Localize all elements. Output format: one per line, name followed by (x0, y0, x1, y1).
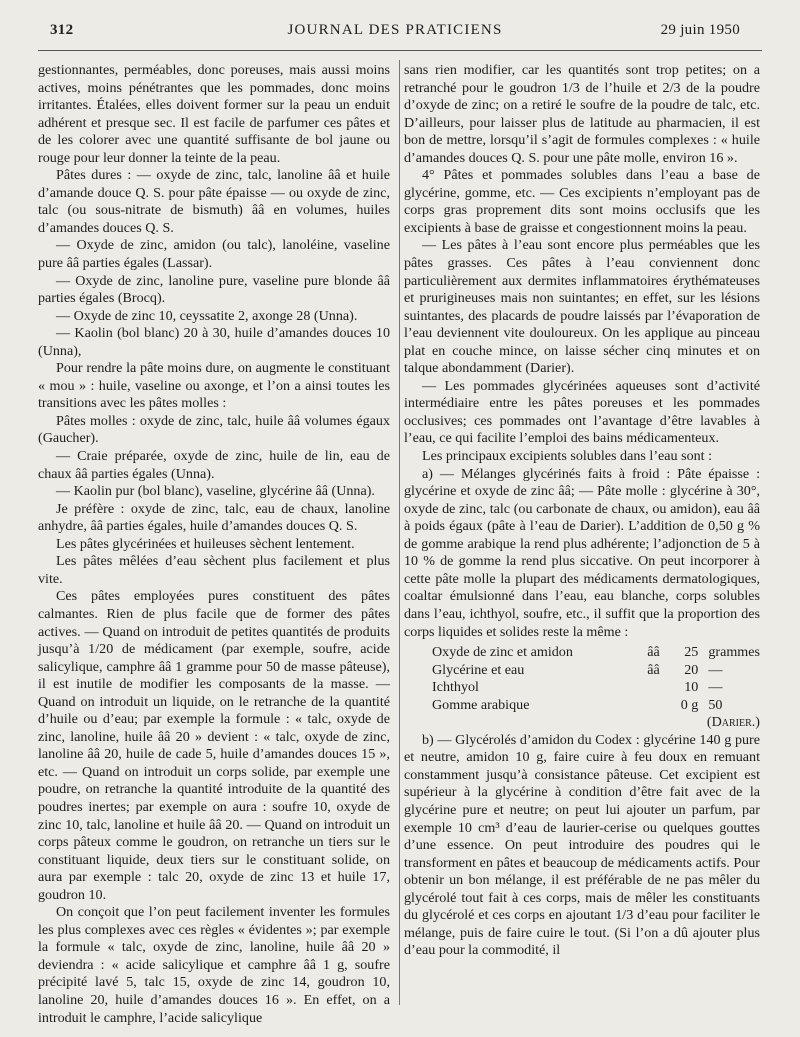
paragraph: b) — Glycérolés d’amidon du Codex : glycérine 140 g pure et neutre, amidon 10 g, faire cuire à feu doux en remuant constamment jusqu’à consistance pâteuse. Cet excipient est supérieur à la glycérine à condition d’être fait avec de la glycérine pure et neutre; on peut lui ajouter un parfum, par exemple 10 cm³ d’eau de laurier-cerise ou quelques gouttes d’une essence. On peut introduire des poudres qui le transforment en pâtes et beaucoup de médicaments actifs. Pour obtenir un bon mélange, il est préférable de ne pas mêler du glycérolé tout fait à ces corps, mais de mêler les constituants du glycérolé et ces corps en ajoutant 1/3 d’eau pour faciliter le mélange, puis de faire cuire le tout. (Si l’on a dû ajouter plus d’eau pour la commodité, il (404, 731, 760, 959)
paragraph: Les pâtes mêlées d’eau sèchent plus facilement et plus vite. (38, 553, 390, 587)
paragraph: — Oxyde de zinc, lanoline pure, vaseline pure blonde ââ parties égales (Brocq). (38, 272, 390, 307)
recipe-qty: 10 (684, 679, 699, 696)
paragraph: Pâtes molles : oxyde de zinc, talc, huile ââ volumes égaux (Gaucher). (38, 412, 390, 447)
recipe-signature: (Darier.) (706, 714, 760, 731)
recipe-table (422, 644, 760, 714)
paragraph: — Oxyde de zinc 10, ceyssatite 2, axonge 28 (Unna). (56, 307, 358, 324)
header-rule (38, 50, 762, 51)
page-header (50, 22, 740, 46)
recipe-qty: 25 (684, 644, 699, 661)
paragraph: On conçoit que l’on peut facilement inventer les formules les plus complexes avec ces règles « évidentes »; par exemple la formule « talc, oxyde de zinc, lanoline, huile ââ 20 » deviendra : « acide salicylique et camphre ââ 1 g, soufre précipité lavé 5, talc 15, oxyde de zinc 14, goudron 10, lanoline 20, huile d’amandes douces 16 ». En effet, on a introduit le camphre, l’acide salicylique (38, 904, 390, 1026)
recipe-name: Gomme arabique (432, 696, 530, 713)
paragraph: — Kaolin (bol blanc) 20 à 30, huile d’amandes douces 10 (Unna), (38, 325, 390, 359)
paragraph: — Les pâtes à l’eau sont encore plus perméables que les pâtes grasses. Ces pâtes à l’eau conviennent donc particulièrement aux dermites inflammatoires érythémateuses et prurigineuses mais non suintantes; en effet, sur les lésions suintantes, des placards de poudre laissés par l’évaporation de l’eau deviennent vite douloureux. On les applique au pinceau plat en couche mince, on laisse sécher cinq minutes et on talque abondamment (Darier). (404, 237, 760, 377)
recipe-aa: ââ (647, 644, 660, 661)
paragraph: Ces pâtes employées pures constituent des pâtes calmantes. Rien de plus facile que de former des pâtes actives. — Quand on introduit de petites quantités de produits jusqu’à 1/20 de médicament (par exemple, soufre, acide salicylique, camphre ââ 1 gramme pour 50 de masse pâteuse), il est inutile de modifier les composants de la masse. — Quand on introduit un liquide, on le retranche de la quantité d’huile ou d’eau; par exemple la formule : « talc, oxyde de zinc, lanoline, huile ââ 20 » devient : « talc, oxyde de zinc, lanoline ââ 20, huile de cade 5, huile d’amandes douces 15 », etc. — Quand on introduit un corps solide, par exemple une poudre, on retranche la quantité introduite de la quantité des poudres inertes; par exemple on aura : soufre 10, oxyde de zinc 10, talc, lanoline et huile ââ 20. — Quand on introduit un corps pâteux comme le goudron, on retranche un tiers sur le constituant liquide, deux tiers sur le constituant solide, on aura par exemple : talc 20, oxyde de zinc 13 et huile 17, goudron 10. (38, 588, 390, 903)
recipe-name: Oxyde de zinc et amidon (432, 644, 573, 661)
recipe-row (422, 662, 760, 680)
paragraph: Les pâtes glycérinées et huileuses sèchent lentement. (56, 535, 355, 552)
paragraph: a) — Mélanges glycérinés faits à froid : Pâte épaisse : glycérine et oxyde de zinc ââ; — Pâte molle : glycérine à 30°, oxyde de zinc, talc (ou carbonate de chaux, ou amidon), eau ââ à poids égaux (pâte à l’eau de Darier). L’addition de 0,50 g % de gomme arabique la rend plus adhérente; l’adjonction de 5 à 10 % de gomme la rend plus siccative. On peut incorporer à cette pâte molle la plupart des médicaments dermatologiques, coaltar émulsionné dans l’eau, eau blanche, corps solubles dans l’eau, ichthyol, soufre, etc., il suffit que la proportion des corps liquides et solides reste la même : (404, 465, 760, 640)
paragraph: Pour rendre la pâte moins dure, on augmente le constituant « mou » : huile, vaseline ou axonge, et l’on a ainsi toutes les transitions avec les pâtes molles : (38, 360, 390, 412)
paragraph: Pâtes dures : — oxyde de zinc, talc, lanoline ââ et huile d’amande douce Q. S. pour pâte épaisse — ou oxyde de zinc, talc (ou sous-nitrate de bismuth) ââ en volumes, huiles d’amandes douces Q. S. (38, 167, 390, 236)
paragraph: — Oxyde de zinc, amidon (ou talc), lanoléine, vaseline pure ââ parties égales (Lassar). (38, 237, 390, 272)
recipe-name: Ichthyol (432, 679, 479, 696)
recipe-unit: — (708, 661, 723, 678)
journal-title: JOURNAL DES PRATICIENS (287, 22, 503, 38)
recipe-aa: ââ (647, 661, 660, 678)
paragraph: Je préfère : oxyde de zinc, talc, eau de chaux, lanoline anhydre, ââ parties égales, huile d’amandes douces Q. S. (38, 500, 390, 535)
right-column (404, 62, 760, 960)
right-column-bottom (404, 732, 760, 960)
recipe-aa (647, 679, 671, 697)
recipe-qty: 20 (684, 661, 699, 678)
recipe-qty: 0 g (680, 696, 699, 713)
recipe-aa (647, 697, 671, 715)
right-column-top (404, 62, 760, 641)
recipe-name: Glycérine et eau (432, 661, 525, 678)
recipe-unit: grammes (708, 644, 760, 661)
recipe-unit: — (708, 679, 723, 696)
left-column (38, 62, 390, 1027)
paragraph: sans rien modifier, car les quantités sont trop petites; on a retranché pour le goudron 1/3 de l’huile et 2/3 de la poudre d’oxyde de zinc; on a retiré le soufre de la poudre de talc, etc. D’ailleurs, pour laisser plus de latitude au pharmacien, il est bon de mettre, lorsqu’il s’agit de formules complexes : « huile d’amandes douces Q. S. pour une pâte molle, environ 16 ». (404, 62, 760, 166)
paragraph: — Kaolin pur (bol blanc), vaseline, glycérine ââ (Unna). (56, 483, 375, 500)
recipe-row (422, 644, 760, 662)
issue-date: 29 juin 1950 (660, 22, 740, 38)
paragraph: — Les pommades glycérinées aqueuses sont d’activité intermédiaire entre les pâtes poreuses et les pommades occlusives; ces pommades ont l’avantage d’être lavables à l’eau, ce qui facilite l’emploi des bains médicamenteux. (404, 377, 760, 447)
recipe-row (422, 679, 760, 697)
paragraph: 4° Pâtes et pommades solubles dans l’eau a base de glycérine, gomme, etc. — Ces excipients n’employant pas de corps gras proprement dits sont moins occlusifs que les excipients à base de graisse et congestionnent moins la peau. (404, 167, 760, 236)
recipe-row (422, 697, 760, 715)
paragraph: — Craie préparée, oxyde de zinc, huile de lin, eau de chaux ââ parties égales (Unna). (38, 448, 390, 482)
paragraph: gestionnantes, perméables, donc poreuses, mais aussi moins actives, moins pénétrantes que les pommades, donc moins irritantes. Étalées, elles doivent former sur la peau un enduit adhérent et presque sec. Il est facile de parfumer ces pâtes et de les colorer avec une quantité suffisante de bol jaune ou rouge pour leur donner la teinte de la peau. (38, 62, 390, 166)
column-divider (399, 60, 400, 1005)
page-number: 312 (50, 22, 74, 38)
recipe-unit: 50 (708, 696, 723, 713)
paragraph: Les principaux excipients solubles dans l’eau sont : (422, 448, 713, 465)
